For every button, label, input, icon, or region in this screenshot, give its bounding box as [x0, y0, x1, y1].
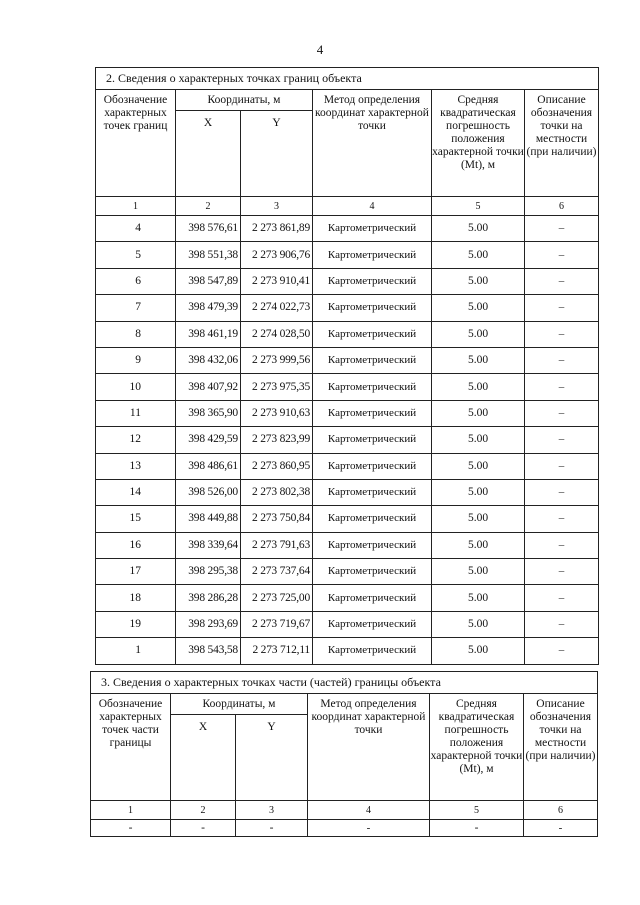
accuracy-cell: 5.00 — [432, 242, 525, 268]
y-coordinate-cell: 2 273 712,11 — [241, 638, 313, 664]
description-cell: – — [525, 506, 599, 532]
point-number-cell: - — [91, 820, 171, 837]
y-coordinate-cell: 2 273 861,89 — [241, 216, 313, 242]
table-row — [96, 216, 599, 242]
x-coordinate-cell: 398 449,88 — [176, 506, 241, 532]
description-cell: – — [525, 216, 599, 242]
table-row — [96, 559, 599, 585]
description-cell: – — [525, 374, 599, 400]
method-cell: Картометрический — [313, 295, 432, 321]
method-cell: Картометрический — [313, 585, 432, 611]
column-number: 5 — [432, 197, 525, 216]
x-coordinate-cell: - — [171, 820, 236, 837]
accuracy-cell: 5.00 — [432, 400, 525, 426]
method-cell: - — [308, 820, 430, 837]
header-y: Y — [236, 715, 308, 801]
point-number-cell: 13 — [96, 453, 176, 479]
point-number-cell: 6 — [96, 268, 176, 294]
point-number-cell: 9 — [96, 347, 176, 373]
accuracy-cell: 5.00 — [432, 347, 525, 373]
accuracy-cell: 5.00 — [432, 295, 525, 321]
accuracy-cell: - — [430, 820, 524, 837]
column-number: 1 — [96, 197, 176, 216]
method-cell: Картометрический — [313, 427, 432, 453]
x-coordinate-cell: 398 486,61 — [176, 453, 241, 479]
header-description: Описание обозначения точки на местности (при наличии) — [525, 90, 599, 197]
accuracy-cell: 5.00 — [432, 506, 525, 532]
column-number: 2 — [176, 197, 241, 216]
y-coordinate-cell: 2 273 999,56 — [241, 347, 313, 373]
method-cell: Картометрический — [313, 532, 432, 558]
header-accuracy: Средняя квадратическая погрешность положения характерной точки (Mt), м — [432, 90, 525, 197]
table-row — [96, 347, 599, 373]
y-coordinate-cell: 2 273 860,95 — [241, 453, 313, 479]
point-number-cell: 11 — [96, 400, 176, 426]
y-coordinate-cell: 2 273 823,99 — [241, 427, 313, 453]
table-row — [96, 611, 599, 637]
x-coordinate-cell: 398 365,90 — [176, 400, 241, 426]
column-number-row — [96, 197, 599, 216]
part-boundary-points-body — [91, 820, 598, 837]
part-boundary-points-table — [90, 671, 598, 837]
y-coordinate-cell: 2 273 975,35 — [241, 374, 313, 400]
x-coordinate-cell: 398 479,39 — [176, 295, 241, 321]
method-cell: Картометрический — [313, 268, 432, 294]
description-cell: – — [525, 268, 599, 294]
method-cell: Картометрический — [313, 242, 432, 268]
description-cell: – — [525, 295, 599, 321]
x-coordinate-cell: 398 295,38 — [176, 559, 241, 585]
description-cell: – — [525, 585, 599, 611]
accuracy-cell: 5.00 — [432, 585, 525, 611]
method-cell: Картометрический — [313, 453, 432, 479]
point-number-cell: 7 — [96, 295, 176, 321]
column-number: 1 — [91, 801, 171, 820]
table-row — [96, 295, 599, 321]
x-coordinate-cell: 398 432,06 — [176, 347, 241, 373]
table-row — [96, 506, 599, 532]
method-cell: Картометрический — [313, 216, 432, 242]
description-cell: – — [525, 347, 599, 373]
point-number-cell: 8 — [96, 321, 176, 347]
y-coordinate-cell: 2 273 802,38 — [241, 479, 313, 505]
table-row — [96, 268, 599, 294]
y-coordinate-cell: 2 274 028,50 — [241, 321, 313, 347]
accuracy-cell: 5.00 — [432, 611, 525, 637]
x-coordinate-cell: 398 407,92 — [176, 374, 241, 400]
x-coordinate-cell: 398 547,89 — [176, 268, 241, 294]
section-title: 2. Сведения о характерных точках границ объекта — [96, 68, 599, 90]
column-number: 2 — [171, 801, 236, 820]
method-cell: Картометрический — [313, 400, 432, 426]
point-number-cell: 14 — [96, 479, 176, 505]
y-coordinate-cell: 2 274 022,73 — [241, 295, 313, 321]
accuracy-cell: 5.00 — [432, 216, 525, 242]
y-coordinate-cell: 2 273 791,63 — [241, 532, 313, 558]
description-cell: – — [525, 427, 599, 453]
column-number: 6 — [525, 197, 599, 216]
x-coordinate-cell: 398 576,61 — [176, 216, 241, 242]
column-number: 4 — [313, 197, 432, 216]
point-number-cell: 16 — [96, 532, 176, 558]
x-coordinate-cell: 398 526,00 — [176, 479, 241, 505]
point-number-cell: 19 — [96, 611, 176, 637]
header-method: Метод определения координат характерной точки — [313, 90, 432, 197]
accuracy-cell: 5.00 — [432, 479, 525, 505]
accuracy-cell: 5.00 — [432, 453, 525, 479]
column-number: 4 — [308, 801, 430, 820]
y-coordinate-cell: - — [236, 820, 308, 837]
header-x: X — [176, 111, 241, 197]
table-row — [96, 242, 599, 268]
table-row — [96, 638, 599, 664]
table-row — [96, 532, 599, 558]
method-cell: Картометрический — [313, 559, 432, 585]
column-number-row — [91, 801, 598, 820]
x-coordinate-cell: 398 339,64 — [176, 532, 241, 558]
table-row — [96, 479, 599, 505]
table-row — [96, 585, 599, 611]
description-cell: – — [525, 638, 599, 664]
accuracy-cell: 5.00 — [432, 532, 525, 558]
x-coordinate-cell: 398 543,58 — [176, 638, 241, 664]
point-number-cell: 17 — [96, 559, 176, 585]
point-number-cell: 10 — [96, 374, 176, 400]
accuracy-cell: 5.00 — [432, 559, 525, 585]
accuracy-cell: 5.00 — [432, 321, 525, 347]
description-cell: – — [525, 242, 599, 268]
accuracy-cell: 5.00 — [432, 268, 525, 294]
method-cell: Картометрический — [313, 638, 432, 664]
header-x: X — [171, 715, 236, 801]
table-row — [91, 820, 598, 837]
point-number-cell: 4 — [96, 216, 176, 242]
header-designation: Обозначение характерных точек части границы — [91, 694, 171, 801]
y-coordinate-cell: 2 273 737,64 — [241, 559, 313, 585]
x-coordinate-cell: 398 293,69 — [176, 611, 241, 637]
x-coordinate-cell: 398 461,19 — [176, 321, 241, 347]
page-number: 4 — [316, 42, 324, 57]
x-coordinate-cell: 398 286,28 — [176, 585, 241, 611]
y-coordinate-cell: 2 273 750,84 — [241, 506, 313, 532]
table-row — [96, 453, 599, 479]
y-coordinate-cell: 2 273 719,67 — [241, 611, 313, 637]
description-cell: - — [524, 820, 598, 837]
table-row — [96, 427, 599, 453]
method-cell: Картометрический — [313, 479, 432, 505]
description-cell: – — [525, 479, 599, 505]
y-coordinate-cell: 2 273 725,00 — [241, 585, 313, 611]
table-row — [96, 321, 599, 347]
column-number: 6 — [524, 801, 598, 820]
method-cell: Картометрический — [313, 374, 432, 400]
section-title: 3. Сведения о характерных точках части (частей) границы объекта — [91, 672, 598, 694]
boundary-points-table — [95, 67, 599, 665]
point-number-cell: 5 — [96, 242, 176, 268]
header-designation: Обозначение характерных точек границ — [96, 90, 176, 197]
x-coordinate-cell: 398 551,38 — [176, 242, 241, 268]
x-coordinate-cell: 398 429,59 — [176, 427, 241, 453]
accuracy-cell: 5.00 — [432, 427, 525, 453]
header-method: Метод определения координат характерной точки — [308, 694, 430, 801]
description-cell: – — [525, 321, 599, 347]
boundary-points-body — [96, 216, 599, 665]
header-coordinates: Координаты, м — [171, 694, 308, 715]
table-row — [96, 400, 599, 426]
accuracy-cell: 5.00 — [432, 638, 525, 664]
description-cell: – — [525, 453, 599, 479]
point-number-cell: 15 — [96, 506, 176, 532]
y-coordinate-cell: 2 273 910,41 — [241, 268, 313, 294]
method-cell: Картометрический — [313, 506, 432, 532]
description-cell: – — [525, 559, 599, 585]
method-cell: Картометрический — [313, 321, 432, 347]
point-number-cell: 12 — [96, 427, 176, 453]
y-coordinate-cell: 2 273 910,63 — [241, 400, 313, 426]
y-coordinate-cell: 2 273 906,76 — [241, 242, 313, 268]
header-description: Описание обозначения точки на местности (при наличии) — [524, 694, 598, 801]
description-cell: – — [525, 532, 599, 558]
header-coordinates: Координаты, м — [176, 90, 313, 111]
method-cell: Картометрический — [313, 611, 432, 637]
header-y: Y — [241, 111, 313, 197]
point-number-cell: 1 — [96, 638, 176, 664]
accuracy-cell: 5.00 — [432, 374, 525, 400]
header-accuracy: Средняя квадратическая погрешность положения характерной точки (Mt), м — [430, 694, 524, 801]
method-cell: Картометрический — [313, 347, 432, 373]
column-number: 5 — [430, 801, 524, 820]
description-cell: – — [525, 611, 599, 637]
table-row — [96, 374, 599, 400]
column-number: 3 — [236, 801, 308, 820]
column-number: 3 — [241, 197, 313, 216]
point-number-cell: 18 — [96, 585, 176, 611]
description-cell: – — [525, 400, 599, 426]
